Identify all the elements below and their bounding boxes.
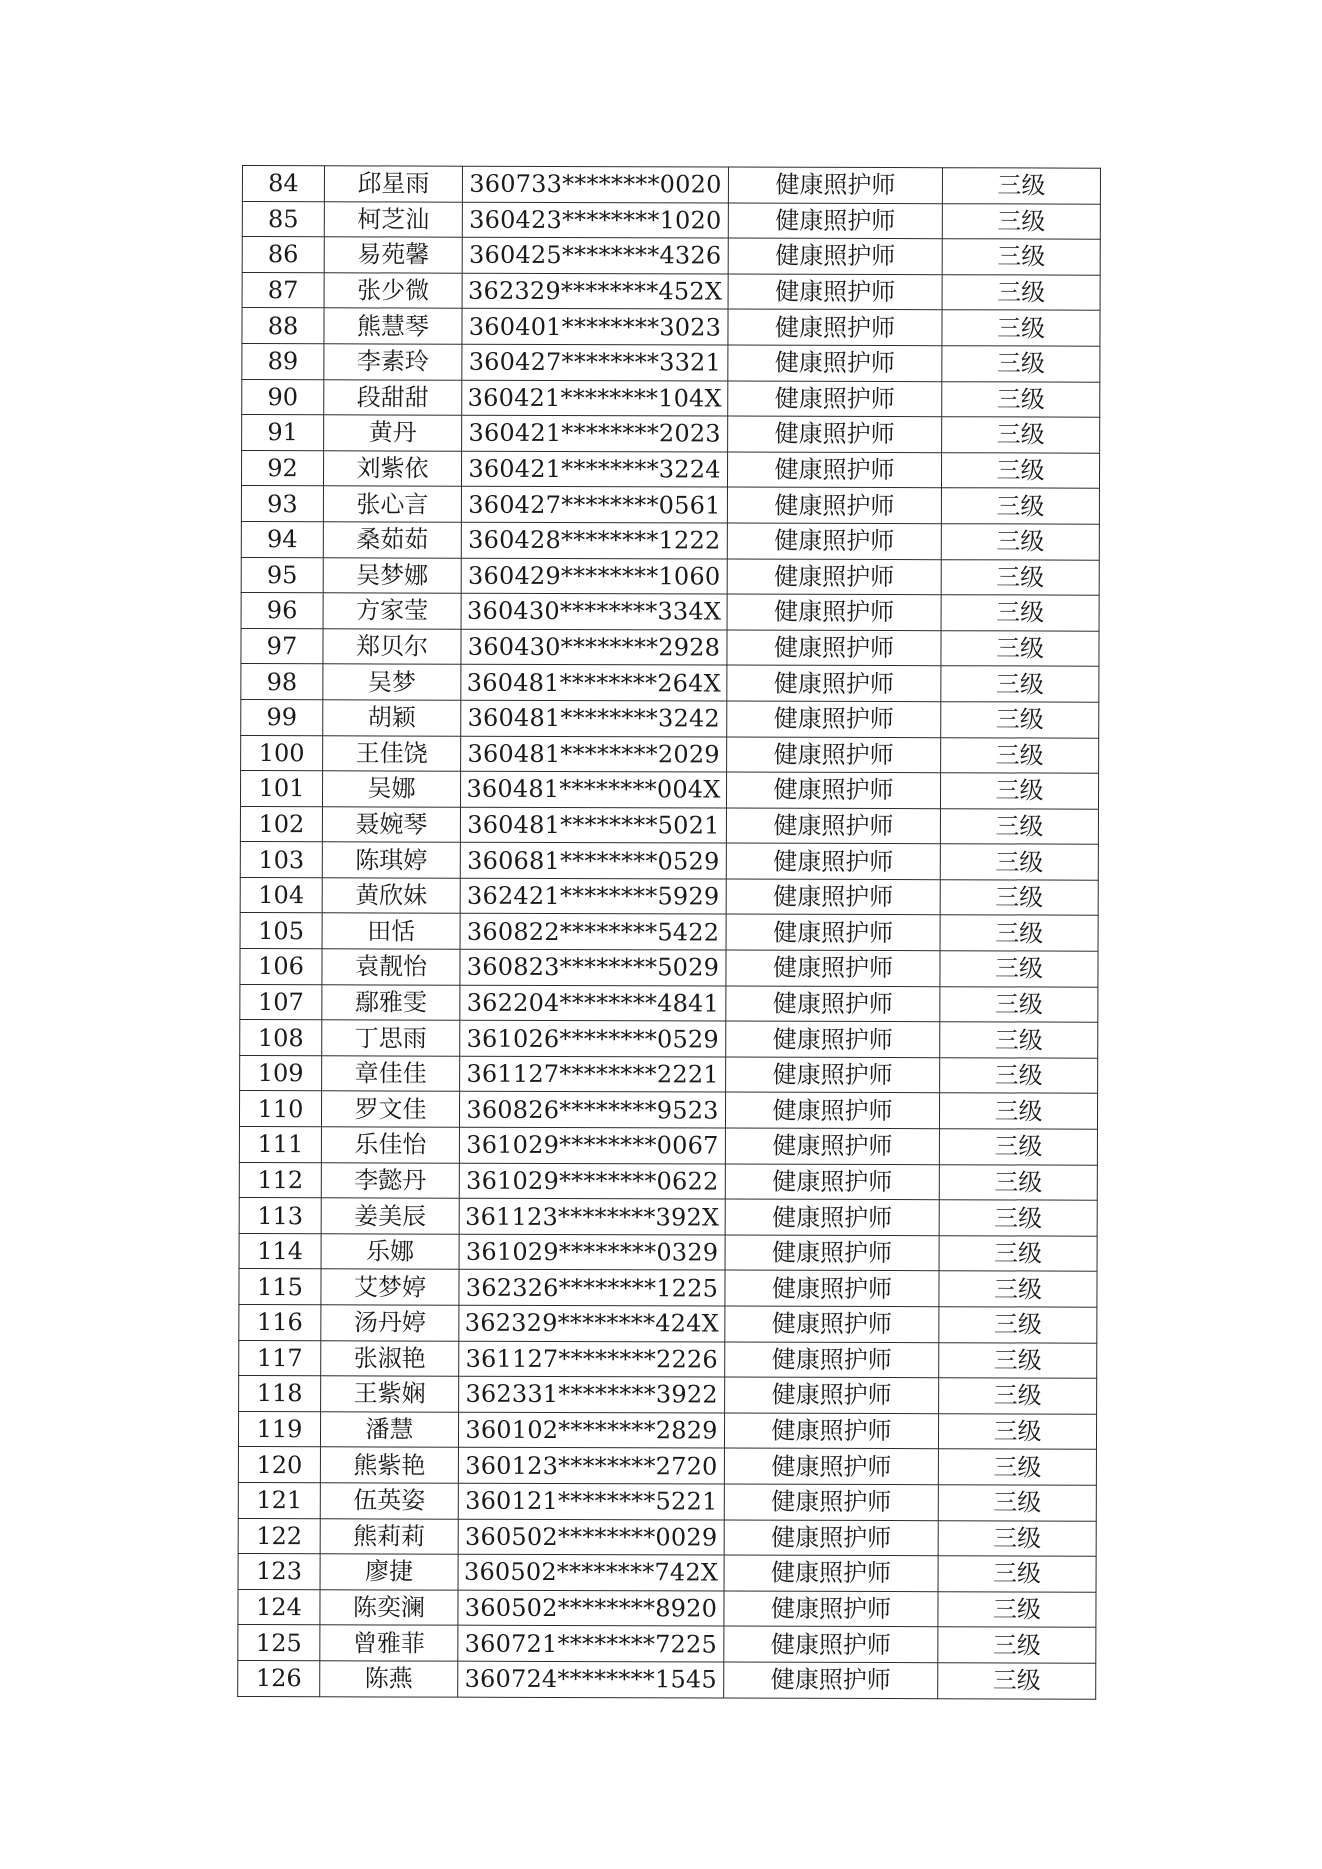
row-number-cell: 125 (238, 1625, 320, 1661)
level-cell: 三级 (940, 773, 1098, 809)
id-number-cell: 360502********8920 (458, 1590, 724, 1626)
row-number-cell: 116 (239, 1304, 321, 1340)
id-number-cell: 360481********5021 (460, 807, 726, 843)
occupation-cell: 健康照护师 (725, 1235, 939, 1271)
level-cell: 三级 (941, 524, 1099, 560)
occupation-cell: 健康照护师 (726, 1021, 940, 1057)
id-number-cell: 360724********1545 (458, 1661, 724, 1697)
row-number-cell: 91 (242, 415, 324, 451)
occupation-cell: 健康照护师 (724, 1448, 938, 1484)
id-number-cell: 362421********5929 (460, 878, 726, 914)
id-number-cell: 360429********1060 (461, 558, 727, 594)
row-number-cell: 87 (242, 272, 324, 308)
row-number-cell: 102 (240, 806, 322, 842)
row-number-cell: 98 (241, 664, 323, 700)
level-cell: 三级 (941, 666, 1099, 702)
person-name-cell: 伍英姿 (320, 1483, 458, 1519)
level-cell: 三级 (941, 452, 1099, 488)
row-number-cell: 121 (238, 1482, 320, 1518)
occupation-cell: 健康照护师 (726, 843, 940, 879)
occupation-cell: 健康照护师 (728, 167, 942, 203)
row-number-cell: 90 (242, 379, 324, 415)
person-name-cell: 郑贝尔 (323, 628, 461, 664)
person-name-cell: 王紫娴 (321, 1376, 459, 1412)
level-cell: 三级 (938, 1591, 1096, 1627)
level-cell: 三级 (941, 630, 1099, 666)
occupation-cell: 健康照护师 (726, 914, 940, 950)
id-number-cell: 360421********2023 (462, 415, 728, 451)
occupation-cell: 健康照护师 (727, 737, 941, 773)
row-number-cell: 111 (239, 1127, 321, 1163)
person-name-cell: 曾雅菲 (320, 1625, 458, 1661)
occupation-cell: 健康照护师 (727, 701, 941, 737)
roster-table (237, 165, 1101, 1699)
person-name-cell: 汤丹婷 (321, 1305, 459, 1341)
level-cell: 三级 (941, 488, 1099, 524)
table-row (239, 1376, 1097, 1414)
table-row (239, 1127, 1097, 1165)
table-row (239, 1162, 1097, 1200)
occupation-cell: 健康照护师 (727, 452, 941, 488)
table-row (240, 913, 1098, 951)
person-name-cell: 章佳佳 (322, 1056, 460, 1092)
occupation-cell: 健康照护师 (728, 416, 942, 452)
occupation-cell: 健康照护师 (728, 345, 942, 381)
person-name-cell: 聂婉琴 (322, 806, 460, 842)
id-number-cell: 360681********0529 (460, 842, 726, 878)
occupation-cell: 健康照护师 (725, 1199, 939, 1235)
row-number-cell: 107 (240, 984, 322, 1020)
person-name-cell: 陈燕 (320, 1661, 458, 1697)
occupation-cell: 健康照护师 (727, 665, 941, 701)
level-cell: 三级 (942, 203, 1100, 239)
occupation-cell: 健康照护师 (726, 950, 940, 986)
row-number-cell: 89 (242, 343, 324, 379)
occupation-cell: 健康照护师 (725, 1270, 939, 1306)
table-row (240, 949, 1098, 987)
occupation-cell: 健康照护师 (726, 772, 940, 808)
person-name-cell: 乐佳怡 (321, 1127, 459, 1163)
person-name-cell: 桑茹茹 (323, 522, 461, 558)
level-cell: 三级 (938, 1485, 1096, 1521)
table-row (242, 308, 1100, 346)
level-cell: 三级 (941, 595, 1099, 631)
row-number-cell: 94 (241, 521, 323, 557)
table-row (240, 984, 1098, 1022)
id-number-cell: 360481********2029 (461, 736, 727, 772)
row-number-cell: 88 (242, 308, 324, 344)
occupation-cell: 健康照护师 (725, 1092, 939, 1128)
id-number-cell: 362204********4841 (460, 985, 726, 1021)
person-name-cell: 廖捷 (320, 1554, 458, 1590)
table-row (241, 557, 1099, 595)
table-row (238, 1411, 1096, 1449)
person-name-cell: 李懿丹 (321, 1162, 459, 1198)
person-name-cell: 李素玲 (324, 344, 462, 380)
level-cell: 三级 (940, 951, 1098, 987)
person-name-cell: 鄢雅雯 (322, 984, 460, 1020)
person-name-cell: 王佳饶 (323, 735, 461, 771)
id-number-cell: 360425********4326 (462, 237, 728, 273)
level-cell: 三级 (941, 702, 1099, 738)
person-name-cell: 吴梦娜 (323, 557, 461, 593)
occupation-cell: 健康照护师 (728, 203, 942, 239)
person-name-cell: 张心言 (323, 486, 461, 522)
level-cell: 三级 (940, 1058, 1098, 1094)
id-number-cell: 360427********0561 (461, 487, 727, 523)
id-number-cell: 360826********9523 (459, 1092, 725, 1128)
id-number-cell: 360733********0020 (462, 166, 728, 202)
id-number-cell: 360822********5422 (460, 914, 726, 950)
row-number-cell: 112 (239, 1162, 321, 1198)
occupation-cell: 健康照护师 (727, 487, 941, 523)
person-name-cell: 田恬 (322, 913, 460, 949)
table-row (239, 1091, 1097, 1129)
row-number-cell: 110 (239, 1091, 321, 1127)
id-number-cell: 360421********3224 (461, 451, 727, 487)
level-cell: 三级 (940, 844, 1098, 880)
person-name-cell: 熊紫艳 (320, 1447, 458, 1483)
id-number-cell: 360428********1222 (461, 522, 727, 558)
id-number-cell: 360430********334X (461, 593, 727, 629)
table-row (239, 1233, 1097, 1271)
id-number-cell: 361029********0067 (459, 1127, 725, 1163)
level-cell: 三级 (939, 1129, 1097, 1165)
row-number-cell: 100 (241, 735, 323, 771)
row-number-cell: 103 (240, 842, 322, 878)
table-row (238, 1660, 1096, 1698)
level-cell: 三级 (942, 346, 1100, 382)
row-number-cell: 93 (241, 486, 323, 522)
person-name-cell: 刘紫依 (323, 451, 461, 487)
table-row (242, 201, 1100, 239)
row-number-cell: 99 (241, 699, 323, 735)
table-row (240, 1020, 1098, 1058)
id-number-cell: 360481********3242 (461, 700, 727, 736)
id-number-cell: 360502********0029 (458, 1519, 724, 1555)
table-row (238, 1625, 1096, 1663)
table-row (238, 1447, 1096, 1485)
occupation-cell: 健康照护师 (724, 1484, 938, 1520)
table-row (240, 1055, 1098, 1093)
level-cell: 三级 (942, 274, 1100, 310)
id-number-cell: 360823********5029 (460, 949, 726, 985)
row-number-cell: 84 (242, 166, 324, 202)
person-name-cell: 罗文佳 (321, 1091, 459, 1127)
occupation-cell: 健康照护师 (724, 1520, 938, 1556)
row-number-cell: 113 (239, 1198, 321, 1234)
person-name-cell: 段甜甜 (324, 379, 462, 415)
person-name-cell: 黄欣妹 (322, 878, 460, 914)
id-number-cell: 360502********742X (458, 1554, 724, 1590)
person-name-cell: 熊慧琴 (324, 308, 462, 344)
table-row (239, 1340, 1097, 1378)
level-cell: 三级 (939, 1378, 1097, 1414)
row-number-cell: 106 (240, 949, 322, 985)
id-number-cell: 360721********7225 (458, 1626, 724, 1662)
row-number-cell: 118 (239, 1376, 321, 1412)
occupation-cell: 健康照护师 (727, 523, 941, 559)
level-cell: 三级 (942, 168, 1100, 204)
table-row (239, 1198, 1097, 1236)
table-row (240, 842, 1098, 880)
id-number-cell: 360427********3321 (462, 344, 728, 380)
row-number-cell: 101 (240, 771, 322, 807)
person-name-cell: 丁思雨 (322, 1020, 460, 1056)
table-row (242, 166, 1100, 204)
level-cell: 三级 (941, 559, 1099, 595)
row-number-cell: 85 (242, 201, 324, 237)
table-row (239, 1304, 1097, 1342)
table-row (241, 699, 1099, 737)
id-number-cell: 362329********424X (459, 1305, 725, 1341)
occupation-cell: 健康照护师 (724, 1591, 938, 1627)
occupation-cell: 健康照护师 (726, 879, 940, 915)
level-cell: 三级 (939, 1342, 1097, 1378)
row-number-cell: 126 (238, 1660, 320, 1696)
table-row (238, 1589, 1096, 1627)
person-name-cell: 陈奕澜 (320, 1590, 458, 1626)
person-name-cell: 邱星雨 (324, 166, 462, 202)
occupation-cell: 健康照护师 (725, 1128, 939, 1164)
row-number-cell: 114 (239, 1233, 321, 1269)
person-name-cell: 吴梦 (323, 664, 461, 700)
table-row (240, 806, 1098, 844)
person-name-cell: 柯芝汕 (324, 201, 462, 237)
occupation-cell: 健康照护师 (725, 1377, 939, 1413)
row-number-cell: 124 (238, 1589, 320, 1625)
level-cell: 三级 (938, 1556, 1096, 1592)
level-cell: 三级 (940, 880, 1098, 916)
occupation-cell: 健康照护师 (724, 1662, 938, 1698)
id-number-cell: 361029********0622 (459, 1163, 725, 1199)
level-cell: 三级 (939, 1093, 1097, 1129)
level-cell: 三级 (940, 808, 1098, 844)
occupation-cell: 健康照护师 (725, 1306, 939, 1342)
level-cell: 三级 (942, 310, 1100, 346)
row-number-cell: 96 (241, 593, 323, 629)
id-number-cell: 360401********3023 (462, 309, 728, 345)
level-cell: 三级 (942, 239, 1100, 275)
level-cell: 三级 (939, 1200, 1097, 1236)
id-number-cell: 360421********104X (462, 380, 728, 416)
table-row (241, 521, 1099, 559)
level-cell: 三级 (938, 1520, 1096, 1556)
id-number-cell: 361127********2221 (460, 1056, 726, 1092)
id-number-cell: 361029********0329 (459, 1234, 725, 1270)
table-row (242, 379, 1100, 417)
occupation-cell: 健康照护师 (724, 1555, 938, 1591)
level-cell: 三级 (940, 986, 1098, 1022)
level-cell: 三级 (942, 417, 1100, 453)
level-cell: 三级 (938, 1449, 1096, 1485)
id-number-cell: 360430********2928 (461, 629, 727, 665)
person-name-cell: 张淑艳 (321, 1340, 459, 1376)
person-name-cell: 袁靓怡 (322, 949, 460, 985)
row-number-cell: 92 (241, 450, 323, 486)
table-row (239, 1269, 1097, 1307)
occupation-cell: 健康照护师 (726, 1057, 940, 1093)
occupation-cell: 健康照护师 (728, 309, 942, 345)
id-number-cell: 360102********2829 (458, 1412, 724, 1448)
row-number-cell: 104 (240, 877, 322, 913)
table-row (240, 877, 1098, 915)
table-row (242, 343, 1100, 381)
row-number-cell: 97 (241, 628, 323, 664)
occupation-cell: 健康照护师 (724, 1413, 938, 1449)
person-name-cell: 易苑馨 (324, 237, 462, 273)
person-name-cell: 潘慧 (320, 1412, 458, 1448)
row-number-cell: 115 (239, 1269, 321, 1305)
table-row (241, 450, 1099, 488)
table-row (242, 415, 1100, 453)
table-row (241, 593, 1099, 631)
id-number-cell: 362331********3922 (459, 1376, 725, 1412)
table-row (241, 486, 1099, 524)
level-cell: 三级 (940, 915, 1098, 951)
level-cell: 三级 (942, 381, 1100, 417)
id-number-cell: 362326********1225 (459, 1270, 725, 1306)
row-number-cell: 109 (240, 1055, 322, 1091)
table-row (240, 771, 1098, 809)
id-number-cell: 361123********392X (459, 1198, 725, 1234)
person-name-cell: 吴娜 (322, 771, 460, 807)
row-number-cell: 120 (238, 1447, 320, 1483)
table-row (241, 628, 1099, 666)
occupation-cell: 健康照护师 (727, 630, 941, 666)
row-number-cell: 123 (238, 1554, 320, 1590)
id-number-cell: 360423********1020 (462, 202, 728, 238)
occupation-cell: 健康照护师 (727, 559, 941, 595)
table-row (241, 664, 1099, 702)
occupation-cell: 健康照护师 (727, 594, 941, 630)
row-number-cell: 119 (238, 1411, 320, 1447)
occupation-cell: 健康照护师 (726, 986, 940, 1022)
occupation-cell: 健康照护师 (728, 274, 942, 310)
id-number-cell: 361127********2226 (459, 1341, 725, 1377)
level-cell: 三级 (939, 1307, 1097, 1343)
table-row (242, 237, 1100, 275)
id-number-cell: 362329********452X (462, 273, 728, 309)
row-number-cell: 108 (240, 1020, 322, 1056)
person-name-cell: 方家莹 (323, 593, 461, 629)
id-number-cell: 361026********0529 (460, 1020, 726, 1056)
level-cell: 三级 (939, 1236, 1097, 1272)
level-cell: 三级 (938, 1663, 1096, 1699)
person-name-cell: 熊莉莉 (320, 1518, 458, 1554)
occupation-cell: 健康照护师 (725, 1164, 939, 1200)
occupation-cell: 健康照护师 (728, 381, 942, 417)
row-number-cell: 95 (241, 557, 323, 593)
level-cell: 三级 (940, 1022, 1098, 1058)
level-cell: 三级 (941, 737, 1099, 773)
level-cell: 三级 (938, 1413, 1096, 1449)
occupation-cell: 健康照护师 (725, 1342, 939, 1378)
person-name-cell: 陈琪婷 (322, 842, 460, 878)
person-name-cell: 黄丹 (324, 415, 462, 451)
id-number-cell: 360123********2720 (458, 1448, 724, 1484)
row-number-cell: 86 (242, 237, 324, 273)
level-cell: 三级 (938, 1627, 1096, 1663)
table-row (238, 1518, 1096, 1556)
person-name-cell: 姜美辰 (321, 1198, 459, 1234)
person-name-cell: 乐娜 (321, 1234, 459, 1270)
table-row (238, 1554, 1096, 1592)
id-number-cell: 360481********264X (461, 665, 727, 701)
row-number-cell: 117 (239, 1340, 321, 1376)
level-cell: 三级 (939, 1164, 1097, 1200)
occupation-cell: 健康照护师 (724, 1626, 938, 1662)
table-row (241, 735, 1099, 773)
id-number-cell: 360121********5221 (458, 1483, 724, 1519)
id-number-cell: 360481********004X (460, 771, 726, 807)
roster-table-body (238, 166, 1101, 1699)
occupation-cell: 健康照护师 (726, 808, 940, 844)
occupation-cell: 健康照护师 (728, 238, 942, 274)
person-name-cell: 胡颖 (323, 700, 461, 736)
level-cell: 三级 (939, 1271, 1097, 1307)
table-row (238, 1482, 1096, 1520)
person-name-cell: 张少微 (324, 273, 462, 309)
row-number-cell: 105 (240, 913, 322, 949)
table-row (242, 272, 1100, 310)
person-name-cell: 艾梦婷 (321, 1269, 459, 1305)
row-number-cell: 122 (238, 1518, 320, 1554)
